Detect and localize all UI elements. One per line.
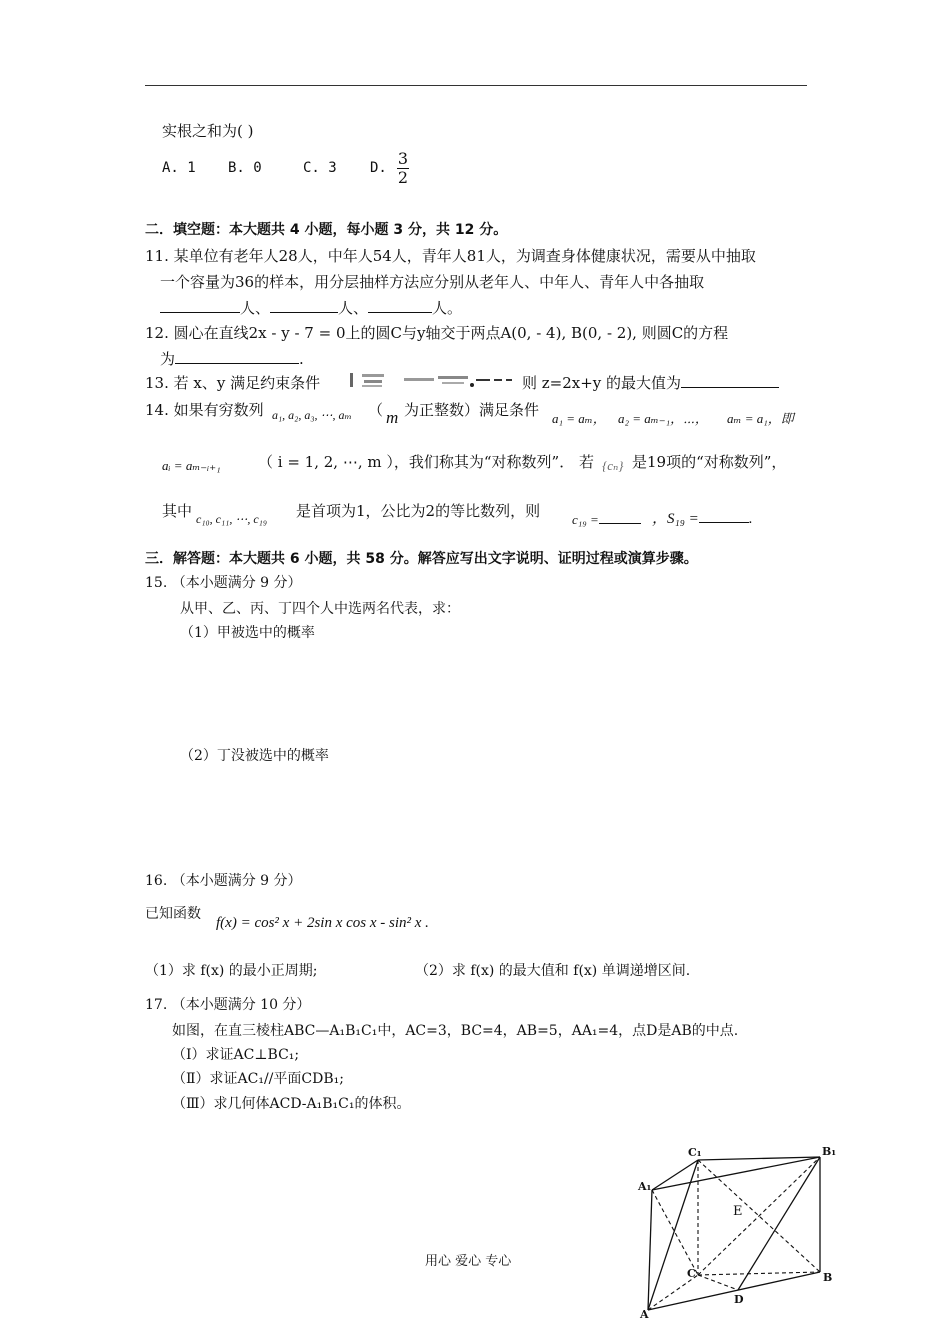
q14-s19-label: ，S₁₉ =: [652, 511, 699, 527]
q16-part1: （1）求 f(x) 的最小正周期;: [145, 963, 318, 979]
q14-m: m: [386, 408, 399, 427]
q11-blank-3[interactable]: [368, 298, 432, 313]
q10-fraction-den: 2: [397, 168, 409, 187]
q10-option-d: [370, 160, 387, 176]
q14-s19: [652, 507, 753, 528]
q14-cn: {cₙ}: [602, 458, 624, 473]
q13-mid: [522, 372, 779, 393]
q13-prefix: 13. 若 x、y 满足约束条件: [145, 374, 321, 392]
q14-c19: [572, 509, 641, 528]
label-C1: C₁: [688, 1146, 702, 1159]
header-rule: [145, 85, 807, 86]
q14-paren: （: [368, 401, 384, 419]
page-footer: 用心 爱心 专心: [425, 1254, 512, 1269]
q10-fraction: [397, 150, 409, 187]
q15-head: 15. （本小题满分 9 分）: [145, 575, 302, 591]
q14-c19-label: c₁₉ =: [572, 512, 599, 527]
q10-option-d-label: D.: [370, 160, 387, 176]
q14-line3b: 是首项为1，公比为2的等比数列，则: [296, 502, 541, 520]
q10-tail: 实根之和为( ): [162, 122, 254, 140]
section-2-heading: 二．填空题：本大题共 4 小题，每小题 3 分，共 12 分。: [145, 222, 508, 238]
q14-line3a: 其中: [162, 502, 193, 520]
label-A: A: [640, 1308, 649, 1320]
q10-option-c: C. 3: [303, 160, 337, 176]
q11-text-2: 人、: [338, 299, 369, 317]
q12-prefix: 为: [160, 350, 176, 368]
q14-line1a: 14. 如果有穷数列: [145, 401, 264, 419]
label-D: D: [734, 1293, 744, 1306]
label-C: C: [687, 1267, 696, 1280]
prism-figure: [630, 1140, 845, 1320]
q13-constraint-image: [348, 370, 516, 390]
q16-formula: f(x) = cos² x + 2sin x cos x - sin² x .: [216, 915, 429, 931]
q11-blank-2[interactable]: [270, 298, 338, 313]
q11-text-1: 人、: [240, 299, 271, 317]
q14-blank-c19[interactable]: [599, 509, 641, 524]
q14-cond2: a₂ = aₘ₋₁，⋯，: [618, 411, 708, 426]
q10-option-a: A. 1: [162, 160, 196, 176]
q10-option-b: B. 0: [228, 160, 262, 176]
q11-text-3: 人。: [432, 299, 463, 317]
q11-line1: 11. 某单位有老年人28人，中年人54人，青年人81人，为调查身体健康状况，需要从中抽取: [145, 247, 756, 265]
q14-seq: a₁, a₂, a₃, ⋯, aₘ: [272, 408, 352, 422]
q14-line2a: aᵢ = aₘ₋ᵢ₊₁: [162, 458, 221, 473]
prism-diagram: [630, 1140, 845, 1320]
q11-line3: [160, 297, 462, 318]
q16-part2: （2）求 f(x) 的最大值和 f(x) 单调递增区间.: [415, 963, 691, 979]
q12-suffix: .: [299, 350, 304, 368]
label-B: B: [823, 1271, 833, 1284]
q14-cond3: aₘ = a₁，即: [727, 411, 794, 426]
q14-line3-seq: c₁₀, c₁₁, ⋯, c₁₉: [196, 512, 268, 526]
label-A1: A₁: [638, 1180, 652, 1193]
q11-blank-1[interactable]: [160, 298, 240, 313]
q13-mid-text: 则 z=2x+y 的最大值为: [522, 374, 682, 392]
q16-head: 16. （本小题满分 9 分）: [145, 873, 302, 889]
q17-part3: （Ⅲ）求几何体ACD-A₁B₁C₁的体积。: [172, 1096, 411, 1112]
q15-part1: （1）甲被选中的概率: [180, 625, 315, 641]
q17-stem: 如图，在直三棱柱ABC—A₁B₁C₁中，AC=3，BC=4，AB=5，AA₁=4，点D是AB的中点.: [172, 1023, 739, 1039]
q17-head: 17. （本小题满分 10 分）: [145, 997, 311, 1013]
label-B1: B₁: [822, 1145, 837, 1158]
label-E: E: [733, 1204, 743, 1219]
q13-blank[interactable]: [681, 373, 779, 388]
q10-fraction-num: 3: [397, 149, 409, 168]
q14-cond1: a₁ = aₘ，: [552, 411, 606, 426]
q14-line2c: 是19项的“对称数列”，: [632, 453, 787, 471]
q11-line2: 一个容量为36的样本，用分层抽样方法应分别从老年人、中年人、青年人中各抽取: [160, 273, 705, 291]
q12-line1: 12. 圆心在直线2x - y - 7 = 0上的圆C与y轴交于两点A(0, - 4), B(0, - 2), 则圆C的方程: [145, 324, 729, 342]
constraint-image-icon: [348, 370, 516, 390]
q14-line2b: （ i = 1, 2, ⋯, m ），我们称其为“对称数列”． 若: [258, 453, 594, 471]
q15-part2: （2）丁没被选中的概率: [180, 748, 329, 764]
q14-end: .: [748, 511, 753, 527]
q14-line1c: 为正整数）满足条件: [404, 401, 540, 419]
q12-line2: [160, 348, 304, 369]
section-3-heading: 三．解答题：本大题共 6 小题，共 58 分。解答应写出文字说明、证明过程或演算步骤。: [145, 551, 698, 567]
q17-part1: （Ⅰ）求证AC⊥BC₁;: [172, 1047, 300, 1063]
q16-stem: 已知函数: [145, 906, 201, 922]
q14-blank-s19[interactable]: [699, 508, 749, 523]
q17-part2: （Ⅱ）求证AC₁//平面CDB₁;: [172, 1071, 344, 1087]
q15-stem: 从甲、乙、丙、丁四个人中选两名代表，求：: [180, 601, 460, 617]
q12-blank[interactable]: [175, 349, 299, 364]
